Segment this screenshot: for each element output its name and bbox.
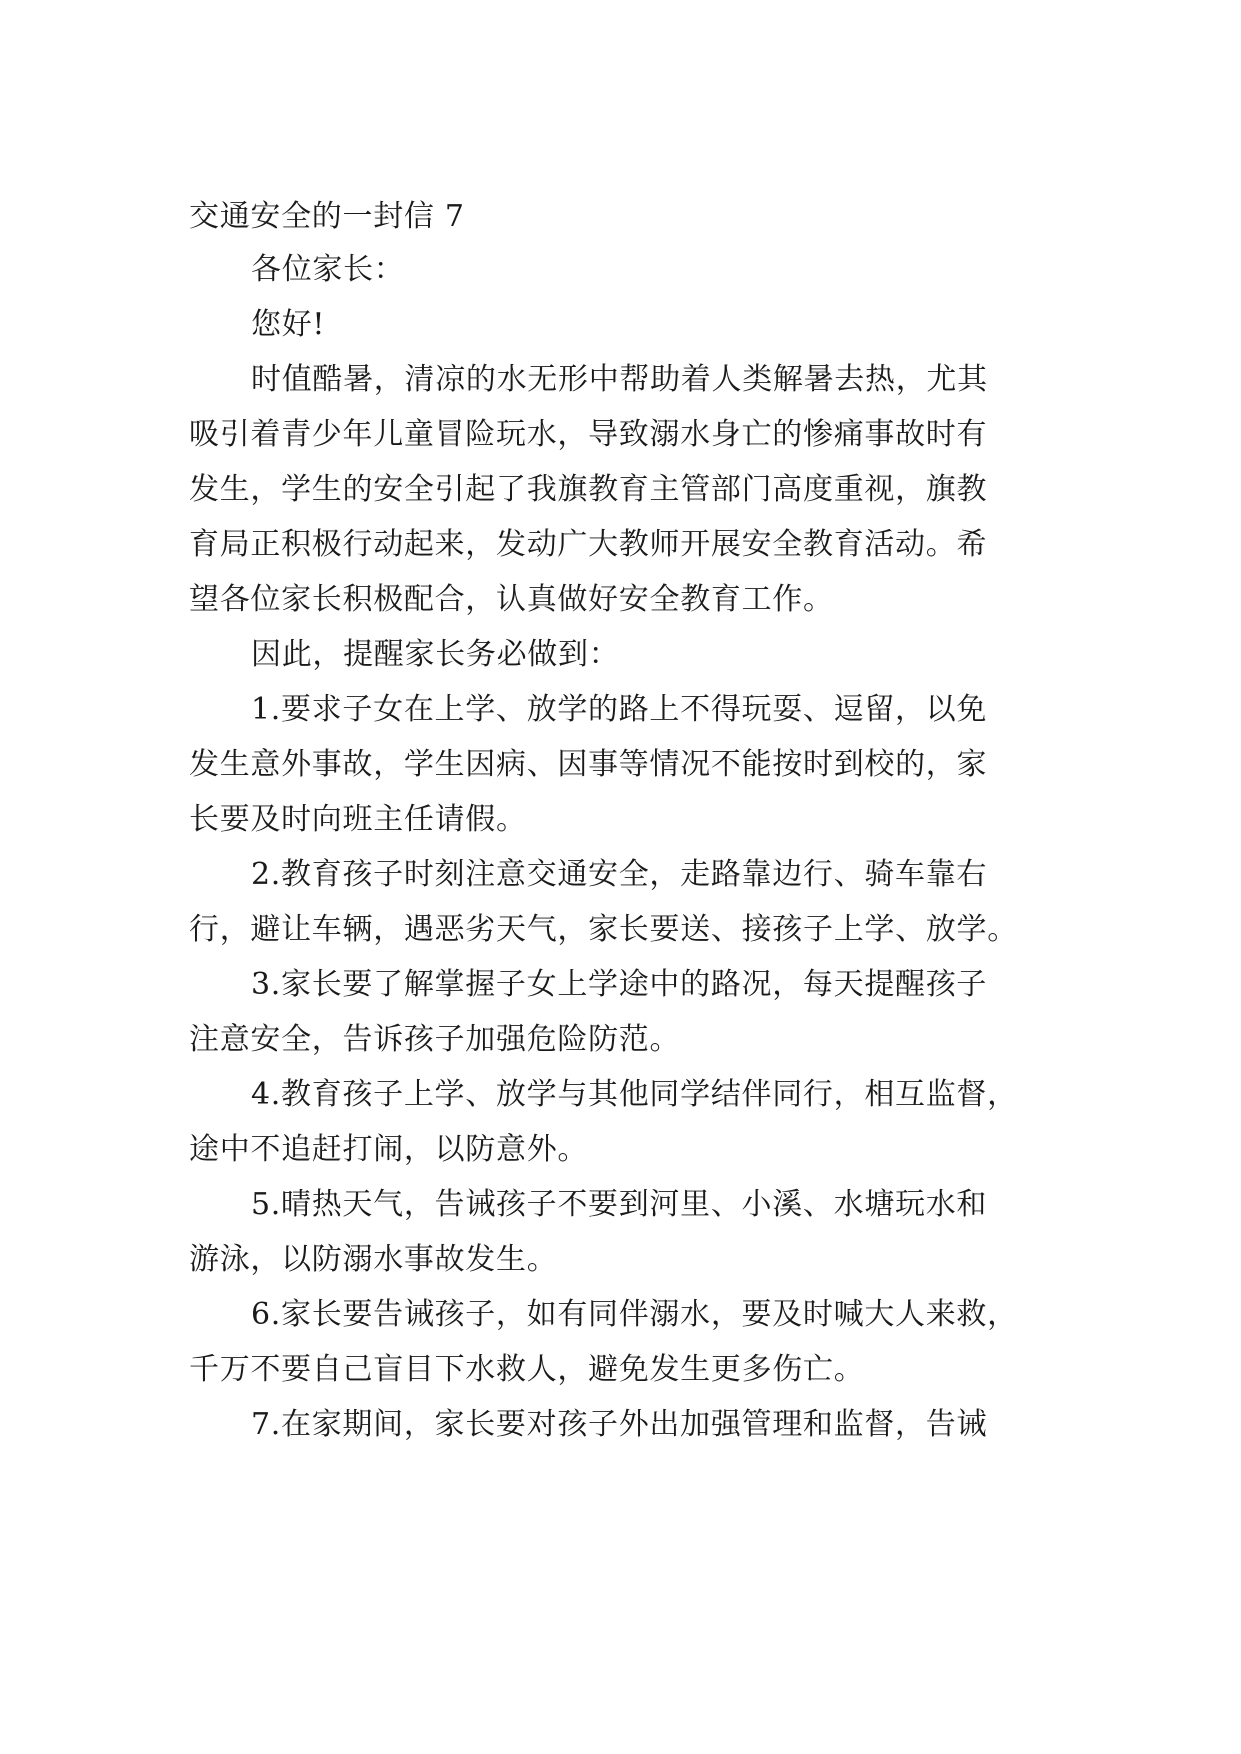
intro-paragraph: [189, 352, 1049, 627]
list-item-line: 千万不要自己盲目下水救人，避免发生更多伤亡。: [189, 1352, 865, 1387]
list-item-line: 行，避让车辆，遇恶劣天气，家长要送、接孩子上学、放学。: [189, 912, 1018, 947]
list-item-line: 6.家长要告诫孩子，如有同伴溺水，要及时喊大人来救，: [251, 1297, 1018, 1332]
letter-body: [189, 199, 1049, 1452]
paragraph-line: 育局正积极行动起来，发动广大教师开展安全教育活动。希: [189, 527, 988, 562]
paragraph-line: 发生，学生的安全引起了我旗教育主管部门高度重视，旗教: [189, 472, 988, 507]
document-title: 交通安全的一封信 7: [189, 199, 465, 234]
paragraph-line: 望各位家长积极配合，认真做好安全教育工作。: [189, 582, 834, 617]
list-item-3: [189, 957, 1049, 1067]
list-item-line: 注意安全，告诉孩子加强危险防范。: [189, 1022, 681, 1057]
list-item-line: 3.家长要了解掌握子女上学途中的路况，每天提醒孩子: [251, 967, 988, 1002]
list-item-line: 长要及时向班主任请假。: [189, 802, 527, 837]
reminder-intro: 因此，提醒家长务必做到：: [251, 637, 620, 672]
list-item-7: [189, 1397, 1049, 1452]
list-item-line: 1.要求子女在上学、放学的路上不得玩耍、逗留，以免: [251, 692, 988, 727]
list-item-line: 4.教育孩子上学、放学与其他同学结伴同行，相互监督，: [251, 1077, 1018, 1112]
paragraph-line: 时值酷暑，清凉的水无形中帮助着人类解暑去热，尤其: [251, 362, 988, 397]
list-item-line: 途中不追赶打闹，以防意外。: [189, 1132, 589, 1167]
list-item-line: 5.晴热天气，告诫孩子不要到河里、小溪、水塘玩水和: [251, 1187, 988, 1222]
list-item-line: 发生意外事故，学生因病、因事等情况不能按时到校的，家: [189, 747, 988, 782]
list-item-2: [189, 847, 1049, 957]
list-item-5: [189, 1177, 1049, 1287]
list-item-line: 2.教育孩子时刻注意交通安全，走路靠边行、骑车靠右: [251, 857, 988, 892]
greeting: 您好!: [251, 307, 326, 342]
list-item-6: [189, 1287, 1049, 1397]
list-item-4: [189, 1067, 1049, 1177]
list-item-line: 7.在家期间，家长要对孩子外出加强管理和监督，告诫: [251, 1407, 988, 1442]
list-item-line: 游泳，以防溺水事故发生。: [189, 1242, 558, 1277]
list-item-1: [189, 682, 1049, 847]
salutation: 各位家长：: [251, 252, 405, 287]
paragraph-line: 吸引着青少年儿童冒险玩水，导致溺水身亡的惨痛事故时有: [189, 417, 988, 452]
